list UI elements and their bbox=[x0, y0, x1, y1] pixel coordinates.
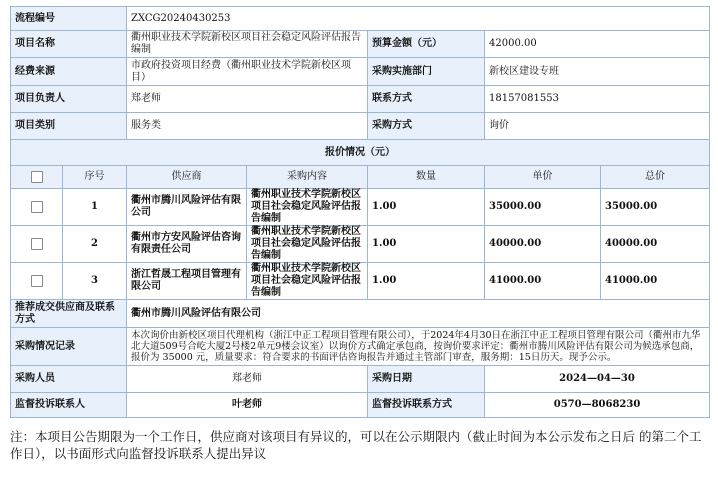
row-owner bbox=[11, 86, 710, 113]
recommend-label: 推荐成交供应商及联系方式 bbox=[11, 300, 127, 328]
row-supervisor bbox=[11, 393, 710, 418]
record-label: 采购情况记录 bbox=[11, 328, 127, 366]
contact-value: 18157081553 bbox=[485, 86, 710, 113]
table-row bbox=[11, 189, 710, 226]
header-unit-price: 单价 bbox=[485, 166, 601, 189]
owner-label: 项目负责人 bbox=[11, 86, 127, 113]
row-select-cell bbox=[11, 263, 63, 300]
row-select-cell bbox=[11, 226, 63, 263]
category-value: 服务类 bbox=[127, 113, 368, 140]
funding-value: 市政府投资项目经费（衢州职业技术学院新校区项目） bbox=[127, 58, 368, 86]
header-no: 序号 bbox=[63, 166, 127, 189]
header-supplier: 供应商 bbox=[127, 166, 247, 189]
row-unit-price: 40000.00 bbox=[485, 226, 601, 263]
row-content: 衢州职业技术学院新校区项目社会稳定风险评估报告编制 bbox=[247, 263, 368, 300]
row-supplier: 浙江哲晟工程项目管理有限公司 bbox=[127, 263, 247, 300]
purchaser-label: 采购人员 bbox=[11, 366, 127, 393]
row-project-no bbox=[11, 7, 710, 31]
date-label: 采购日期 bbox=[368, 366, 485, 393]
row-no: 2 bbox=[63, 226, 127, 263]
owner-value: 郑老师 bbox=[127, 86, 368, 113]
row-qty: 1.00 bbox=[368, 226, 485, 263]
procurement-form bbox=[10, 6, 709, 418]
recommend-value: 衢州市腾川风险评估有限公司 bbox=[127, 300, 710, 328]
header-total-price: 总价 bbox=[601, 166, 710, 189]
select-all-checkbox[interactable] bbox=[31, 171, 43, 183]
header-qty: 数量 bbox=[368, 166, 485, 189]
select-all-cell bbox=[11, 166, 63, 189]
procurement-table bbox=[10, 6, 710, 418]
row-qty: 1.00 bbox=[368, 189, 485, 226]
table-row bbox=[11, 263, 710, 300]
row-content: 衢州职业技术学院新校区项目社会稳定风险评估报告编制 bbox=[247, 189, 368, 226]
table-row bbox=[11, 226, 710, 263]
quote-header-row bbox=[11, 166, 710, 189]
row-record bbox=[11, 328, 710, 366]
row-supplier: 衢州市方安风险评估咨询有限责任公司 bbox=[127, 226, 247, 263]
date-value: 2024—04—30 bbox=[485, 366, 710, 393]
row-unit-price: 35000.00 bbox=[485, 189, 601, 226]
row-total-price: 41000.00 bbox=[601, 263, 710, 300]
quote-section-title: 报价情况（元） bbox=[11, 140, 710, 166]
row-no: 3 bbox=[63, 263, 127, 300]
contact-label: 联系方式 bbox=[368, 86, 485, 113]
project-no-value: ZXCG20240430253 bbox=[127, 7, 710, 31]
row-select-cell bbox=[11, 189, 63, 226]
record-value: 本次询价由新校区项目代理机构（浙江中正工程项目管理有限公司），于2024年4月30日在浙江中正工程项目管理有限公司（衢州市九华北大道509号合屹大厦2号楼2单元9楼会议室）以询价方式确定承包商，按询价要求评定：衢州市腾川风险评估有限公司为候选承包商，报价为 35000 元，质量要求：符合要求的书面评估咨询报告并通过主管部门审查，服务期：15日历天。现予公示。 bbox=[127, 328, 710, 366]
budget-value: 42000.00 bbox=[485, 31, 710, 58]
row-category bbox=[11, 113, 710, 140]
category-label: 项目类别 bbox=[11, 113, 127, 140]
project-no-label: 流程编号 bbox=[11, 7, 127, 31]
project-name-label: 项目名称 bbox=[11, 31, 127, 58]
row-project-name bbox=[11, 31, 710, 58]
row-total-price: 35000.00 bbox=[601, 189, 710, 226]
funding-label: 经费来源 bbox=[11, 58, 127, 86]
header-content: 采购内容 bbox=[247, 166, 368, 189]
dept-value: 新校区建设专班 bbox=[485, 58, 710, 86]
method-value: 询价 bbox=[485, 113, 710, 140]
row-unit-price: 41000.00 bbox=[485, 263, 601, 300]
row-supplier: 衢州市腾川风险评估有限公司 bbox=[127, 189, 247, 226]
notice-text: 注：本项目公告期限为一个工作日，供应商对该项目有异议的，可以在公示期限内（截止时间为本公示发布之日后 的第二个工作日），以书面形式向监督投诉联系人提出异议 bbox=[10, 429, 702, 461]
row-no: 1 bbox=[63, 189, 127, 226]
row-quote-title bbox=[11, 140, 710, 166]
row-funding bbox=[11, 58, 710, 86]
supervisor-contact-label: 监督投诉联系方式 bbox=[368, 393, 485, 418]
row-total-price: 40000.00 bbox=[601, 226, 710, 263]
method-label: 采购方式 bbox=[368, 113, 485, 140]
row-checkbox[interactable] bbox=[31, 275, 43, 287]
budget-label: 预算金额（元） bbox=[368, 31, 485, 58]
row-recommend bbox=[11, 300, 710, 328]
row-qty: 1.00 bbox=[368, 263, 485, 300]
row-checkbox[interactable] bbox=[31, 238, 43, 250]
supervisor-value: 叶老师 bbox=[127, 393, 368, 418]
supervisor-label: 监督投诉联系人 bbox=[11, 393, 127, 418]
row-content: 衢州职业技术学院新校区项目社会稳定风险评估报告编制 bbox=[247, 226, 368, 263]
row-purchaser bbox=[11, 366, 710, 393]
row-checkbox[interactable] bbox=[31, 201, 43, 213]
project-name-value: 衢州职业技术学院新校区项目社会稳定风险评估报告编制 bbox=[127, 31, 368, 58]
dept-label: 采购实施部门 bbox=[368, 58, 485, 86]
supervisor-contact-value: 0570—8068230 bbox=[485, 393, 710, 418]
purchaser-value: 郑老师 bbox=[127, 366, 368, 393]
